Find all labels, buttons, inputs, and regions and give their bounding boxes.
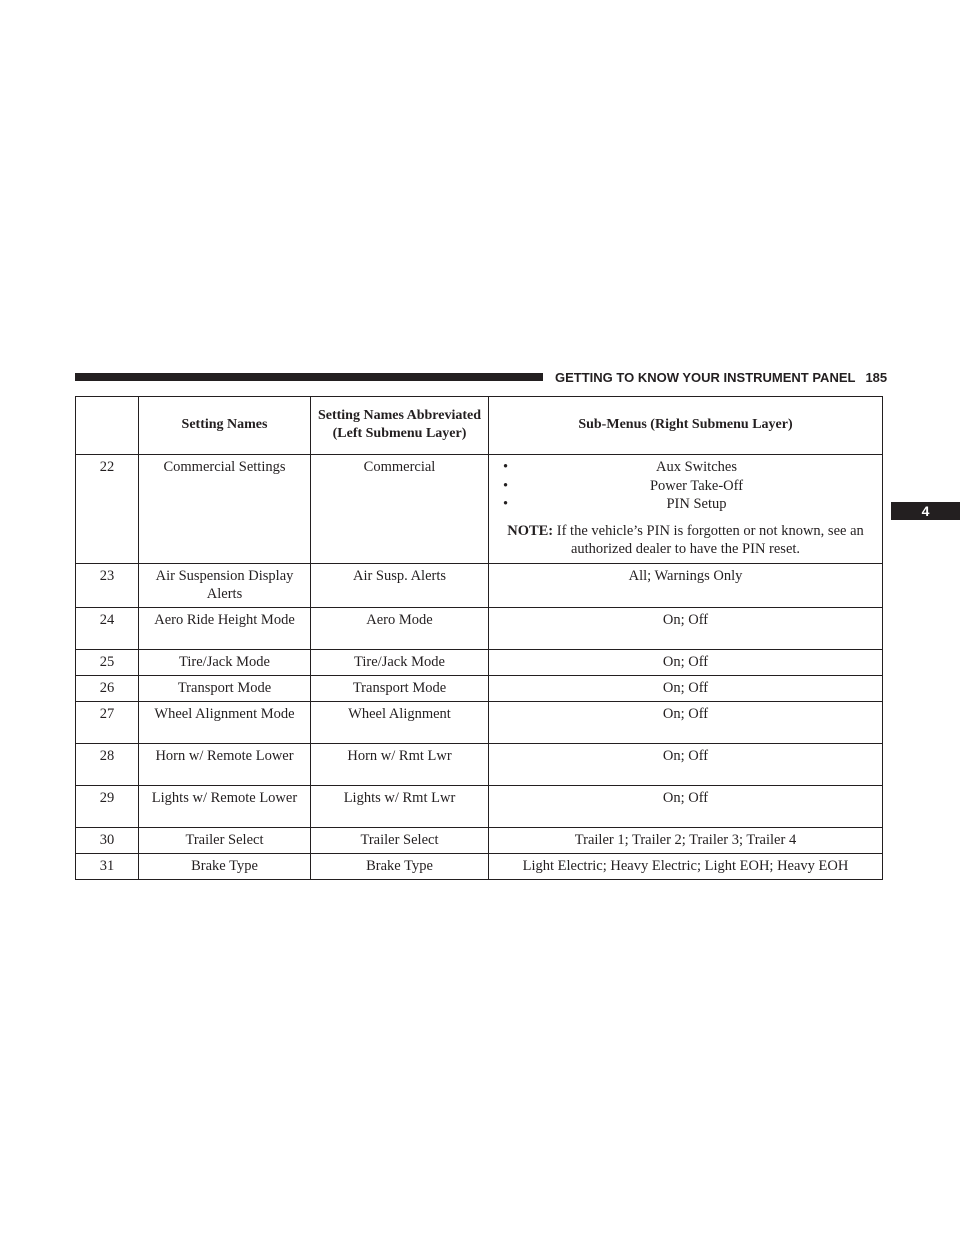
setting-name: Aero Ride Height Mode xyxy=(139,607,311,649)
setting-name: Wheel Alignment Mode xyxy=(139,701,311,743)
setting-name: Horn w/ Remote Lower xyxy=(139,743,311,785)
page-number: 185 xyxy=(865,370,888,385)
pin-note xyxy=(495,522,876,559)
list-item: • Power Take-Off xyxy=(495,477,876,496)
setting-name: Brake Type xyxy=(139,853,311,879)
sub-menu-options: On; Off xyxy=(489,607,883,649)
setting-name: Trailer Select xyxy=(139,827,311,853)
sub-menu-options: On; Off xyxy=(489,785,883,827)
row-number: 26 xyxy=(76,675,139,701)
sub-menus xyxy=(489,455,883,564)
row-number: 28 xyxy=(76,743,139,785)
row-number: 22 xyxy=(76,455,139,564)
column-header-sub-menus: Sub-Menus (Right Submenu Layer) xyxy=(489,397,883,455)
table-row xyxy=(76,563,883,607)
table-row xyxy=(76,853,883,879)
table-row xyxy=(76,649,883,675)
sub-menu-options: On; Off xyxy=(489,675,883,701)
setting-abbrev: Aero Mode xyxy=(311,607,489,649)
setting-abbrev: Brake Type xyxy=(311,853,489,879)
table-row xyxy=(76,743,883,785)
sub-menu-options: On; Off xyxy=(489,743,883,785)
setting-abbrev: Horn w/ Rmt Lwr xyxy=(311,743,489,785)
row-number: 30 xyxy=(76,827,139,853)
setting-abbrev: Lights w/ Rmt Lwr xyxy=(311,785,489,827)
running-header xyxy=(555,369,888,387)
setting-abbrev: Tire/Jack Mode xyxy=(311,649,489,675)
sub-menu-options: Trailer 1; Trailer 2; Trailer 3; Trailer 4 xyxy=(489,827,883,853)
table-row xyxy=(76,701,883,743)
setting-name: Lights w/ Remote Lower xyxy=(139,785,311,827)
note-text: If the vehicle’s PIN is forgotten or not known, see an authorized dealer to have the PIN reset. xyxy=(553,522,864,557)
note-label: NOTE: xyxy=(507,522,554,539)
column-header-number xyxy=(76,397,139,455)
header-rule xyxy=(75,373,543,381)
setting-name: Transport Mode xyxy=(139,675,311,701)
table-row xyxy=(76,827,883,853)
row-number: 29 xyxy=(76,785,139,827)
row-number: 23 xyxy=(76,563,139,607)
table-row xyxy=(76,675,883,701)
column-header-abbreviated: Setting Names Abbreviated (Left Submenu Layer) xyxy=(311,397,489,455)
section-title: GETTING TO KNOW YOUR INSTRUMENT PANEL xyxy=(555,370,856,385)
table-row xyxy=(76,607,883,649)
column-header-setting-names: Setting Names xyxy=(139,397,311,455)
row-number: 27 xyxy=(76,701,139,743)
setting-abbrev: Air Susp. Alerts xyxy=(311,563,489,607)
sub-menu-options: Light Electric; Heavy Electric; Light EOH; Heavy EOH xyxy=(489,853,883,879)
sub-menu-options: On; Off xyxy=(489,649,883,675)
chapter-tab[interactable]: 4 xyxy=(891,502,960,520)
sub-menu-list xyxy=(495,458,876,514)
setting-name: Commercial Settings xyxy=(139,455,311,564)
setting-abbrev: Commercial xyxy=(311,455,489,564)
row-number: 31 xyxy=(76,853,139,879)
sub-menu-options: On; Off xyxy=(489,701,883,743)
table-row xyxy=(76,785,883,827)
list-item: • PIN Setup xyxy=(495,495,876,514)
setting-abbrev: Transport Mode xyxy=(311,675,489,701)
settings-table xyxy=(75,396,883,880)
list-item: • Aux Switches xyxy=(495,458,876,477)
setting-abbrev: Trailer Select xyxy=(311,827,489,853)
row-number: 25 xyxy=(76,649,139,675)
table-row xyxy=(76,455,883,564)
table-header-row xyxy=(76,397,883,455)
sub-menu-options: All; Warnings Only xyxy=(489,563,883,607)
row-number: 24 xyxy=(76,607,139,649)
setting-abbrev: Wheel Alignment xyxy=(311,701,489,743)
setting-name: Tire/Jack Mode xyxy=(139,649,311,675)
setting-name: Air Suspension Display Alerts xyxy=(139,563,311,607)
